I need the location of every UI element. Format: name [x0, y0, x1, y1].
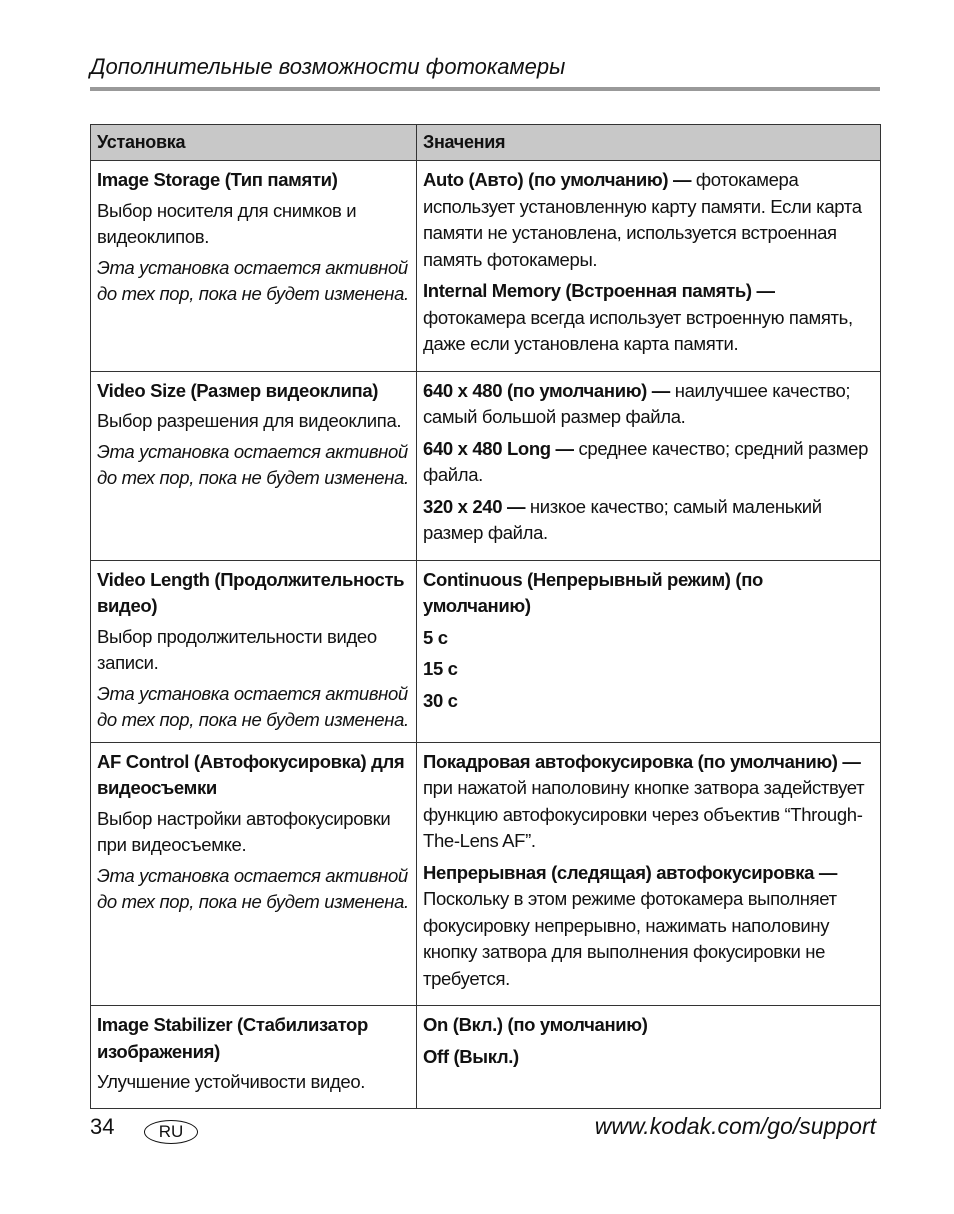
option-item — [423, 278, 874, 358]
option-label: Auto (Авто) (по умолчанию) — — [423, 169, 692, 190]
table-row — [91, 560, 881, 742]
setting-name: Image Storage (Тип памяти) — [97, 169, 338, 190]
option-item — [423, 1044, 874, 1071]
values-cell — [417, 1006, 881, 1109]
option-text: при нажатой наполовину кнопке затвора задействует функцию автофокусировки через объектив “Through-The-Lens AF”. — [423, 777, 865, 851]
header-rule — [90, 87, 880, 91]
setting-note: Эта установка остается активной до тех пор, пока не будет изменена. — [97, 256, 409, 304]
option-text: фотокамера всегда использует встроенную память, даже если установлена карта памяти. — [423, 306, 853, 354]
option-item — [423, 625, 874, 652]
option-label: 320 x 240 — — [423, 495, 526, 517]
setting-name: Video Length (Продолжительность видео) — [97, 568, 405, 616]
option-label: On (Вкл.) (по умолчанию) — [423, 1014, 648, 1035]
table-row — [91, 371, 881, 560]
option-item — [423, 567, 874, 620]
page-header-title: Дополнительные возможности фотокамеры — [90, 54, 566, 79]
option-item — [423, 860, 874, 993]
option-item — [423, 749, 874, 855]
option-label: 30 с — [423, 689, 458, 711]
table-row — [91, 161, 881, 372]
settings-table — [90, 124, 881, 1109]
setting-name: AF Control (Автофокусировка) для видеосъемки — [97, 750, 405, 798]
setting-description: Выбор разрешения для видеоклипа. — [97, 410, 402, 431]
option-item — [423, 378, 874, 431]
option-item — [423, 494, 874, 547]
option-label: 640 x 480 (по умолчанию) — — [423, 379, 670, 401]
table-row — [91, 1006, 881, 1109]
setting-description: Улучшение устойчивости видео. — [97, 1071, 366, 1092]
setting-note: Эта установка остается активной до тех пор, пока не будет изменена. — [97, 682, 409, 730]
setting-note: Эта установка остается активной до тех пор, пока не будет изменена. — [97, 440, 409, 488]
table-header-row — [91, 125, 881, 161]
option-label: Off (Выкл.) — [423, 1045, 519, 1067]
option-label: Continuous (Непрерывный режим) (по умолчанию) — [423, 568, 763, 616]
option-item — [423, 167, 874, 273]
option-label: Непрерывная (следящая) автофокусировка — — [423, 861, 837, 883]
setting-note: Эта установка остается активной до тех пор, пока не будет изменена. — [97, 864, 409, 912]
option-label: Покадровая автофокусировка (по умолчанию) — — [423, 750, 861, 772]
setting-name: Video Size (Размер видеоклипа) — [97, 379, 379, 401]
setting-cell — [91, 742, 417, 1006]
option-text: наилучшее качество; самый большой размер файла. — [423, 379, 851, 427]
option-item — [423, 1012, 874, 1039]
column-header-values: Значения — [417, 125, 881, 161]
language-badge: RU — [144, 1120, 198, 1144]
setting-description: Выбор настройки автофокусировки при видеосъемке. — [97, 807, 391, 855]
values-cell — [417, 371, 881, 560]
option-label: Internal Memory (Встроенная память) — — [423, 280, 775, 301]
setting-description: Выбор носителя для снимков и видеоклипов. — [97, 199, 357, 247]
setting-cell — [91, 371, 417, 560]
page-number: 34 — [90, 1114, 115, 1139]
option-text: Поскольку в этом режиме фотокамера выполняет фокусировку непрерывно, нажимать наполовину кнопку затвора для выполнения фокусировки не требуется. — [423, 888, 837, 989]
setting-cell — [91, 161, 417, 372]
option-label: 15 с — [423, 658, 458, 679]
option-label: 640 x 480 Long — — [423, 437, 574, 459]
option-item — [423, 436, 874, 489]
setting-description: Выбор продолжительности видео записи. — [97, 625, 377, 673]
option-item — [423, 688, 874, 715]
values-cell — [417, 161, 881, 372]
option-label: 5 с — [423, 626, 448, 648]
values-cell — [417, 560, 881, 742]
option-text: низкое качество; самый маленький размер файла. — [423, 495, 822, 543]
setting-cell — [91, 560, 417, 742]
table-row — [91, 742, 881, 1006]
support-url: www.kodak.com/go/support — [594, 1113, 876, 1139]
column-header-setting: Установка — [91, 125, 417, 161]
option-text: среднее качество; средний размер файла. — [423, 437, 869, 485]
setting-cell — [91, 1006, 417, 1109]
option-text: фотокамера использует установленную карту памяти. Если карта памяти не установлена, используется встроенная память фотокамеры. — [423, 169, 862, 270]
setting-name: Image Stabilizer (Стабилизатор изображения) — [97, 1014, 368, 1062]
option-item — [423, 656, 874, 683]
values-cell — [417, 742, 881, 1006]
